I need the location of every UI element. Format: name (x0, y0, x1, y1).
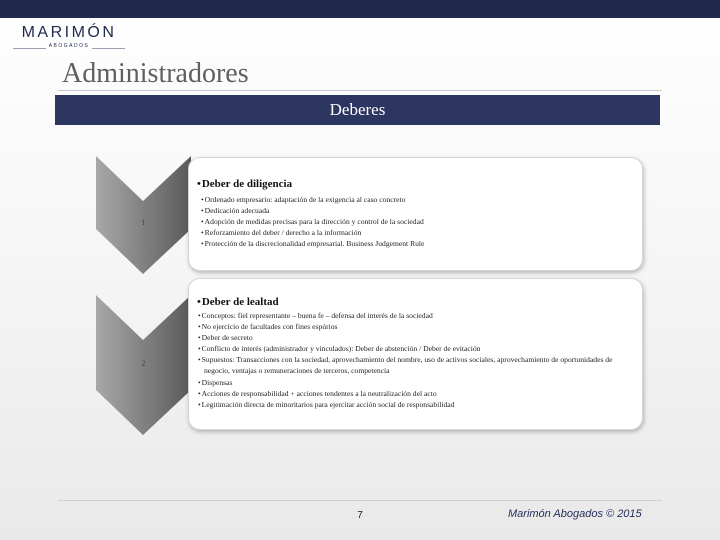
list-item: • Conflicto de interés (administrador y vinculados): Deber de abstención / Deber de evitación (198, 343, 618, 354)
footer-divider (58, 500, 662, 501)
page-number: 7 (357, 510, 363, 521)
list-item: • Conceptos: fiel representante – buena fe – defensa del interés de la sociedad (198, 310, 618, 321)
section-list (198, 310, 618, 410)
chevron-shape (96, 156, 191, 274)
section-banner: Deberes (55, 95, 660, 125)
section-panel-lealtad (188, 278, 643, 430)
list-item: • Adopción de medidas precisas para la dirección y control de la sociedad (201, 216, 424, 227)
section-list (201, 194, 424, 249)
section-heading: •Deber de lealtad (197, 296, 279, 308)
title-divider (58, 90, 662, 91)
copyright-text: Marimón Abogados © 2015 (508, 508, 642, 520)
top-bar (0, 0, 720, 18)
section-panel-diligencia (188, 157, 643, 271)
list-item: • Reforzamiento del deber / derecho a la información (201, 227, 424, 238)
section-heading: •Deber de diligencia (197, 178, 293, 190)
section-number: 1 (141, 218, 146, 227)
list-item: • Dedicación adecuada (201, 205, 424, 216)
list-item: • Dispensas (198, 377, 618, 388)
list-item: • Deber de secreto (198, 332, 618, 343)
chevron-marker-2 (96, 295, 191, 435)
list-item: • Acciones de responsabilidad + acciones tendentes a la neutralización del acto (198, 388, 618, 399)
company-logo (13, 24, 125, 54)
list-item: • No ejercicio de facultades con fines espúrios (198, 321, 618, 332)
logo-name: MARIMÓN (21, 24, 117, 41)
list-item: • Ordenado empresario: adaptación de la exigencia al caso concreto (201, 194, 424, 205)
list-item: • Legitimación directa de minoritarios para ejercitar acción social de responsabilidad (198, 399, 618, 410)
chevron-marker-1 (96, 156, 191, 274)
list-item: • Protección de la discrecionalidad empresarial. Business Judgement Rule (201, 238, 424, 249)
logo-subtitle: ABOGADOS (13, 43, 125, 49)
section-number: 2 (141, 359, 146, 368)
list-item: • Supuestos: Transacciones con la sociedad, aprovechamiento del nombre, uso de activos sociales, aprovechamiento de oportunidades de negocio, ventajas o remuneraciones de terceros, competencia (198, 354, 618, 376)
slide-title: Administradores (62, 58, 249, 89)
